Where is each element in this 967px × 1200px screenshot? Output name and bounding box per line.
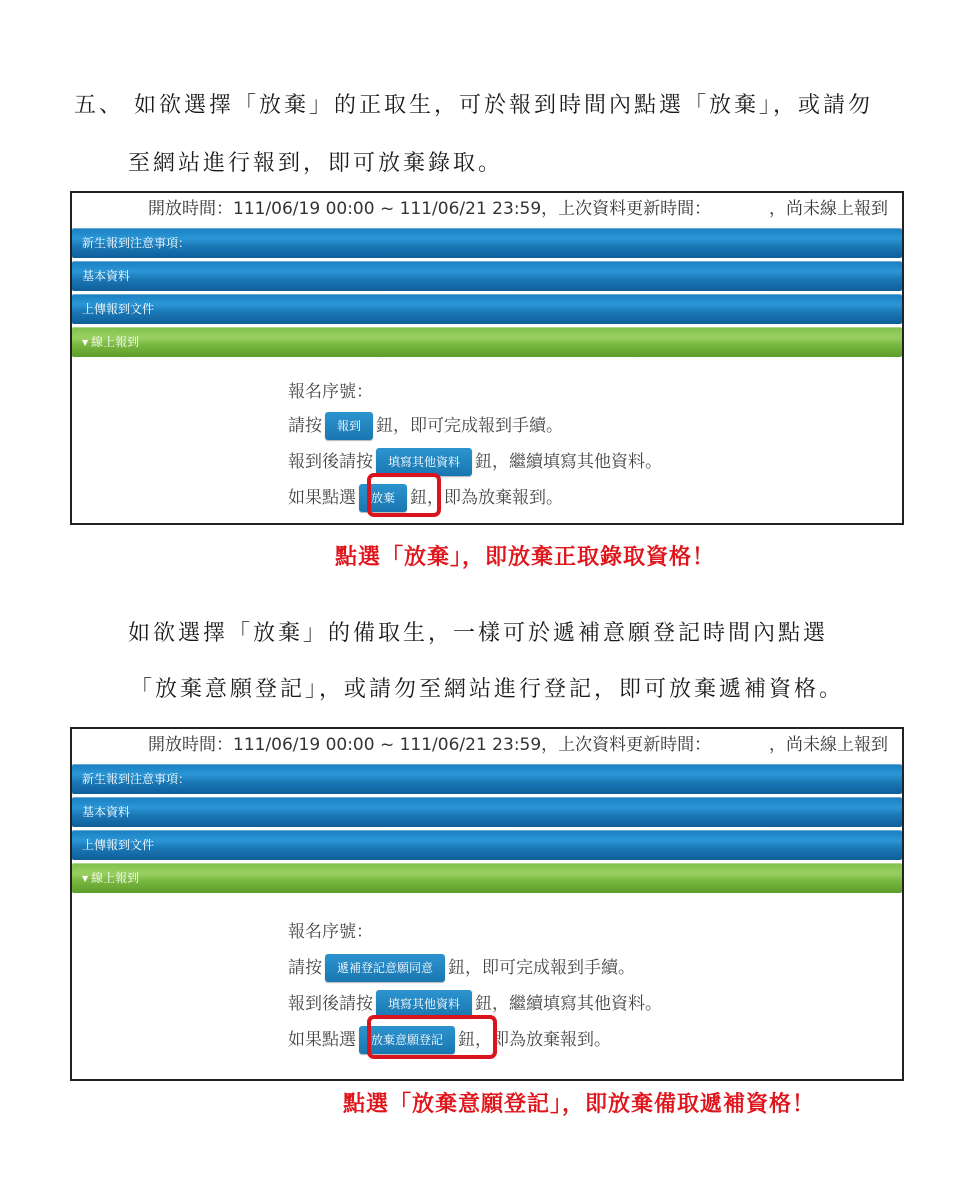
instruction-line-2: 報到後請按 填寫其他資料 鈕，繼續填寫其他資料。 [288,447,662,476]
instruction-line-2: 報到後請按 填寫其他資料 鈕，繼續填寫其他資料。 [288,989,662,1018]
registration-panel-1 [70,191,904,525]
open-time-text: 開放時間：111/06/19 00:00 ~ 111/06/21 23:59，上次資料更新時間： [148,735,712,755]
waitlist-consent-button[interactable]: 遞補登記意願同意 [325,954,445,982]
instruction-line-1: 請按 遞補登記意願同意 鈕，即可完成報到手續。 [288,953,635,982]
abandon-button[interactable]: 放棄 [359,484,407,512]
caption-2: 點選「放棄意願登記」，即放棄備取遞補資格！ [343,1091,816,1117]
instruction-line-1: 請按 報到 鈕，即可完成報到手續。 [288,411,563,440]
panel-header [72,729,902,761]
online-registration-body [72,893,902,1079]
section1-paragraph-line1: 五、 如欲選擇「放棄」的正取生，可於報到時間內點選「放棄」，或請勿 [74,93,873,118]
accordion-notice[interactable]: 新生報到注意事項： [72,228,902,258]
serial-number-label: 報名序號： [288,382,373,402]
registration-status: ，尚未線上報到 [769,735,888,755]
open-time-text: 開放時間：111/06/19 00:00 ~ 111/06/21 23:59，上次資料更新時間： [148,199,712,219]
expand-triangle-icon: ▼ [82,338,89,347]
section1-paragraph-line2: 至網站進行報到，即可放棄錄取。 [128,151,504,176]
instruction-line-3: 如果點選 放棄意願登記 鈕，即為放棄報到。 [288,1025,611,1054]
abandon-intention-button[interactable]: 放棄意願登記 [359,1026,455,1054]
fill-other-info-button[interactable]: 填寫其他資料 [376,990,472,1018]
accordion-notice[interactable]: 新生報到注意事項： [72,764,902,794]
register-button[interactable]: 報到 [325,412,373,440]
online-registration-body [72,357,902,523]
section2-paragraph-line1: 如欲選擇「放棄」的備取生，一樣可於遞補意願登記時間內點選 [128,621,829,646]
accordion-upload-documents[interactable]: 上傳報到文件 [72,294,902,324]
accordion-upload-documents[interactable]: 上傳報到文件 [72,830,902,860]
panel-header [72,193,902,225]
instruction-line-3: 如果點選 放棄 鈕，即為放棄報到。 [288,483,563,512]
accordion-online-registration[interactable]: ▼ 線上報到 [72,863,902,893]
serial-number-label: 報名序號： [288,922,373,942]
accordion-basic-info[interactable]: 基本資料 [72,797,902,827]
fill-other-info-button[interactable]: 填寫其他資料 [376,448,472,476]
section2-paragraph-line2: 「放棄意願登記」，或請勿至網站進行登記，即可放棄遞補資格。 [130,677,845,702]
expand-triangle-icon: ▼ [82,874,89,883]
abandon-highlight-box [367,473,441,517]
registration-status: ，尚未線上報到 [769,199,888,219]
accordion-basic-info[interactable]: 基本資料 [72,261,902,291]
abandon-intention-highlight-box [367,1015,497,1059]
caption-1: 點選「放棄」，即放棄正取錄取資格！ [335,544,716,570]
registration-panel-2 [70,727,904,1081]
accordion-online-registration[interactable]: ▼ 線上報到 [72,327,902,357]
